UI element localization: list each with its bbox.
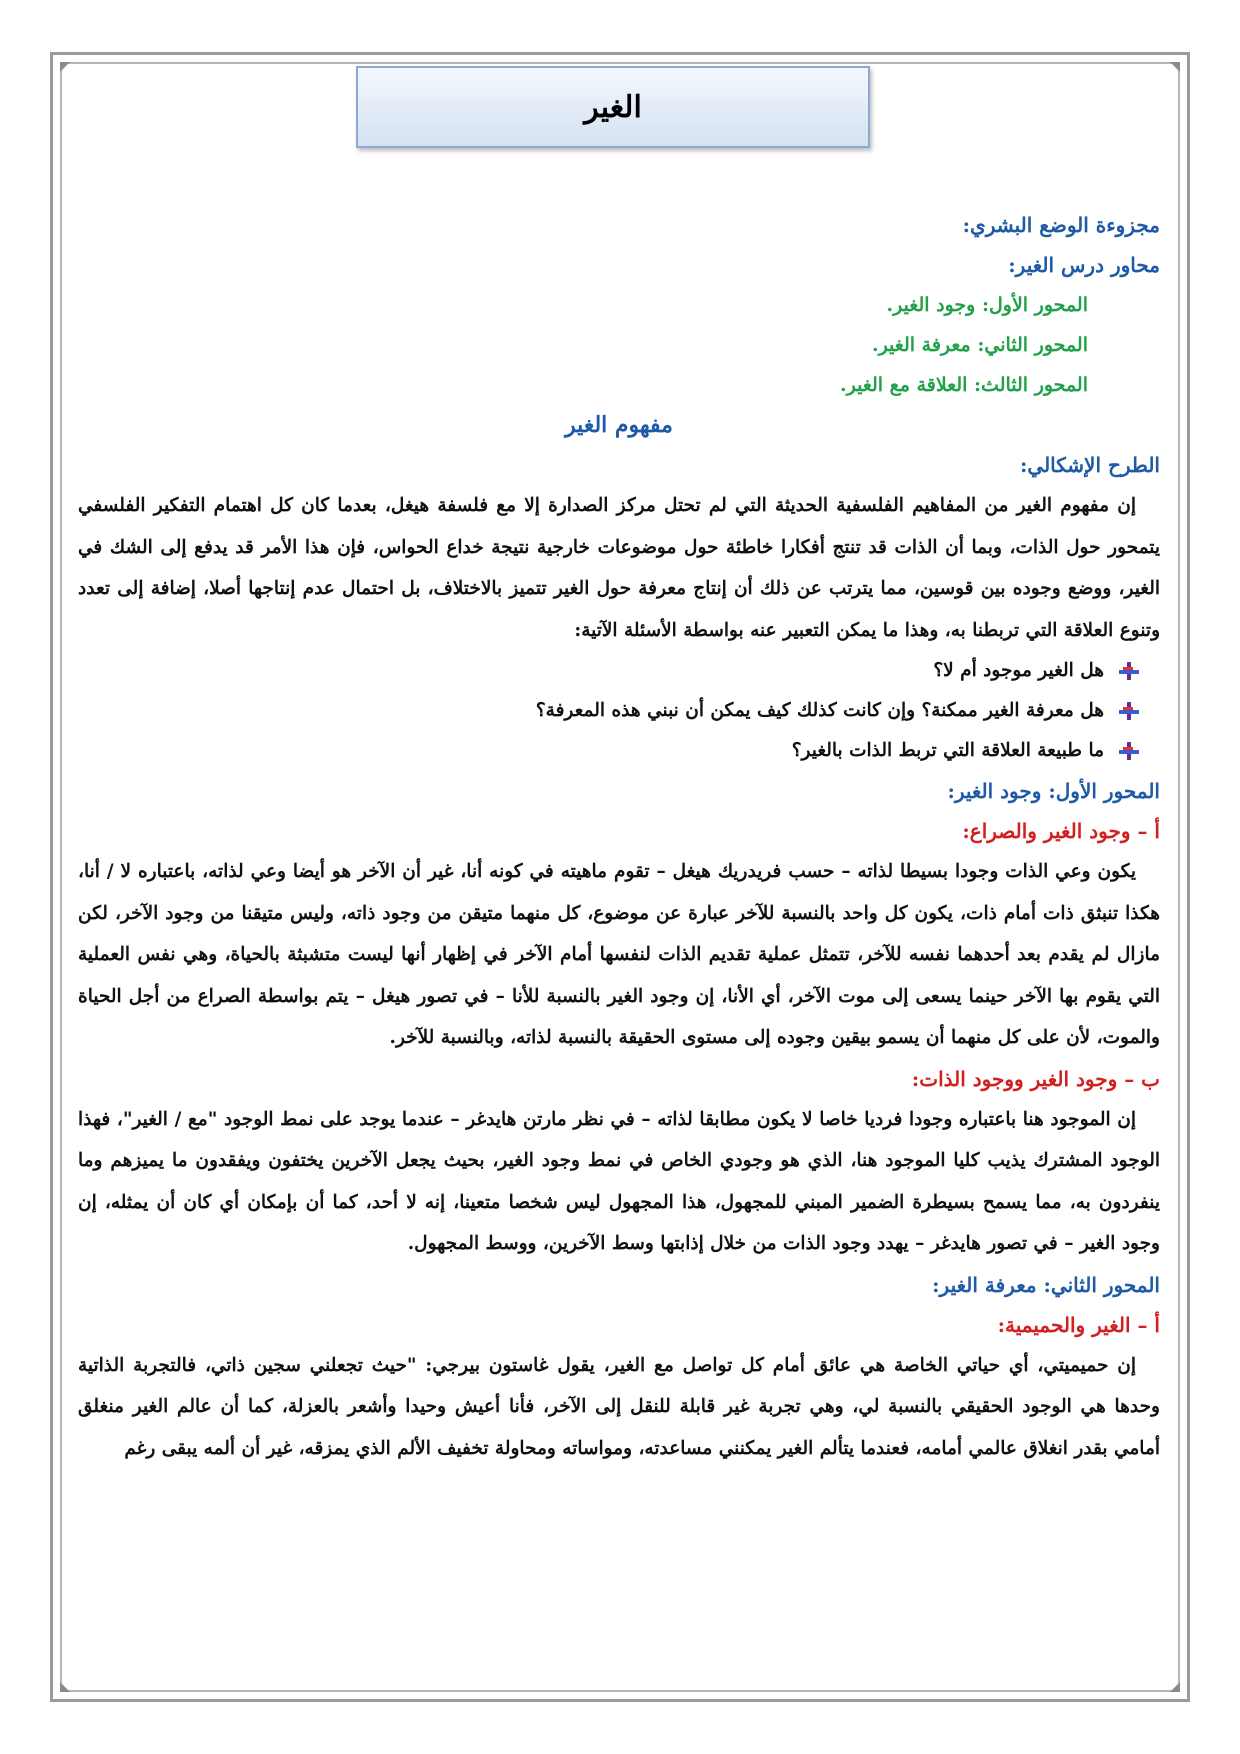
axis1-paragraph-a: يكون وعي الذات وجودا بسيطا لذاته – حسب فريدريك هيغل – تقوم ماهيته في كونه أنا، غير أن الآخر هو أيضا وعي لذاته، باعتباره لا / أنا، هكذا تنبثق ذات أمام ذات، يكون كل واحد بالنسبة للآخر عبارة عن موضوع، كل منهما متيقن من وجود ذاته، وليس متيقنا من وجود الآخر، لكن مازال لم يقدم بعد أحدهما نفسه للآخر، تتمثل عملية تقديم الذات لنفسها أمام الآخر في إظهار أنها ليست متشبثة بالحياة، وهي نفس العملية التي يقوم بها الآخر حينما يسعى إلى موت الآخر، أي الأنا، إن وجود الغير بالنسبة للأنا – في تصور هيغل – يتم بواسطة الصراع من أجل الحياة والموت، لأن على كل منهما أن يسمو بيقين وجوده إلى مستوى الحقيقة بالنسبة لذاته، وبالنسبة للآخر.: [78, 861, 1160, 1048]
axis1-paragraph-b: إن الموجود هنا باعتباره وجودا فرديا خاصا لا يكون مطابقا لذاته – في نظر مارتن هايدغر – عندما يوجد على نمط الوجود "مع / الغير"، فهذا الوجود المشترك يذيب كليا الموجود هنا، الذي هو وجودي الخاص في نمط وجود الغير، بحيث يجعل الآخرين يختفون ويفقدون ما يميزهم وما ينفردون به، مما يسمح بسيطرة الضمير المبني للمجهول، هذا المجهول ليس شخصا متعينا، إنه لا أحد، كما أن بإمكان أي كان أن يمثله، إن وجود الغير – في تصور هايدغر – يهدد وجود الذات من خلال إذابتها وسط الآخرين، ووسط المجهول.: [78, 1108, 1160, 1254]
module-heading: مجزوءة الوضع البشري:: [962, 213, 1160, 237]
axis-item: المحور الأول: وجود الغير.: [886, 294, 1088, 316]
cross-bullet-icon: [1118, 701, 1140, 721]
title-box: [356, 66, 870, 148]
question-item: [78, 731, 1140, 771]
question-text: ما طبيعة العلاقة التي تربط الذات بالغير؟: [791, 740, 1104, 761]
axis-item: المحور الثاني: معرفة الغير.: [871, 334, 1088, 356]
axis1-subheading-a: أ – وجود الغير والصراع:: [962, 819, 1160, 843]
document-body: [78, 205, 1160, 1469]
question-text: هل الغير موجود أم لا؟: [933, 660, 1104, 681]
corner-ornament: [60, 1682, 70, 1692]
problem-paragraph: إن مفهوم الغير من المفاهيم الفلسفية الحديثة التي لم تحتل مركز الصدارة إلا مع فلسفة هيغل، بعدما كان كل اهتمام التفكير الفلسفي يتمحور حول الذات، وبما أن الذات قد تنتج أفكارا خاطئة حول موضوعات خارجية نتيجة خداع الحواس، فإن هذا الأمر قد يدفع إلى الشك في الغير، ووضع وجوده بين قوسين، مما يترتب عن ذلك أن إنتاج معرفة حول الغير تتميز بالاختلاف، بل احتمال عدم إنتاجها أصلا، إضافة إلى تعدد وتنوع العلاقة التي تربطنا به، وهذا ما يمكن التعبير عنه بواسطة الأسئلة الآتية:: [78, 495, 1160, 641]
axis2-heading: المحور الثاني: معرفة الغير:: [932, 1272, 1160, 1297]
axis2-subheading-a: أ – الغير والحميمية:: [997, 1312, 1160, 1337]
axes-heading: محاور درس الغير:: [1008, 253, 1160, 277]
page-title: الغير: [584, 89, 642, 125]
problem-heading: الطرح الإشكالي:: [1020, 453, 1160, 477]
axis-item: المحور الثالث: العلاقة مع الغير.: [839, 374, 1088, 396]
corner-ornament: [1170, 62, 1180, 72]
axis1-subheading-b: ب – وجود الغير ووجود الذات:: [911, 1066, 1160, 1091]
question-item: [78, 651, 1140, 691]
corner-ornament: [60, 62, 70, 72]
questions-list: [78, 651, 1160, 771]
corner-ornament: [1170, 1682, 1180, 1692]
question-text: هل معرفة الغير ممكنة؟ وإن كانت كذلك كيف يمكن أن نبني هذه المعرفة؟: [535, 700, 1104, 721]
question-item: [78, 691, 1140, 731]
concept-heading: مفهوم الغير: [565, 412, 673, 438]
axis1-heading: المحور الأول: وجود الغير:: [947, 779, 1160, 803]
axis2-paragraph-a: إن حميميتي، أي حياتي الخاصة هي عائق أمام كل تواصل مع الغير، يقول غاستون بيرجي: "حيث تجعلني سجين ذاتي، فالتجربة الذاتية وحدها هي الوجود الحقيقي بالنسبة لي، وهي تجربة غير قابلة للنقل إلى الآخر، فأنا أعيش وحيدا وأشعر بالعزلة، كما أن عالم الغير منغلق أمامي بقدر انغلاق عالمي أمامه، فعندما يتألم الغير يمكنني مساعدته، ومواساته ومحاولة تخفيف الألم الذي يمزقه، غير أن ألمه يبقى رغم: [78, 1354, 1160, 1459]
cross-bullet-icon: [1118, 741, 1140, 761]
cross-bullet-icon: [1118, 661, 1140, 681]
